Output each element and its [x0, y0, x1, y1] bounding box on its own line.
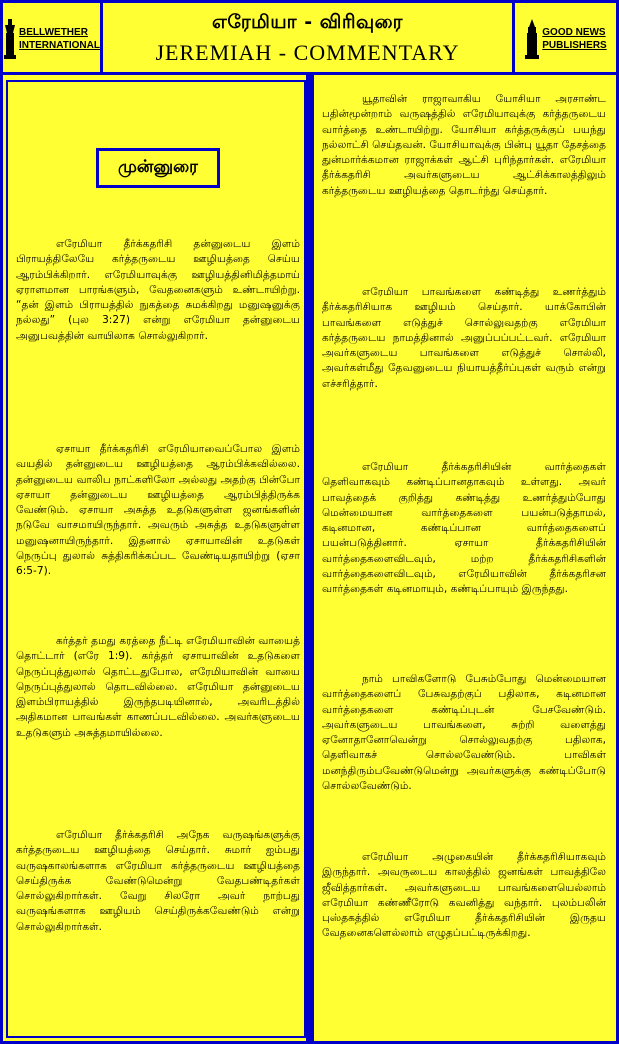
paragraph: எரேமியா அழுகையின் தீர்க்கதரிசியாகவும் இருந்தார். அவருடைய காலத்தில் ஜனங்கள் பாவத்திலே ஜீவித்தார்கள். அவர்களுடைய பாவங்களையெல்லாம் எரேமியா கண்ணீரோடு கவனித்து வந்தார். புலம்பலின் புஸ்தகத்தில் எரேமியா தீர்க்கதரிசியின் இருதய வேதனைகளெல்லாம் எழுதப்பட்டிருக்கிறது.	[322, 851, 606, 940]
header	[3, 3, 616, 75]
paragraph: எரேமியா தீர்க்கதரிசி அநேக வருஷங்களுக்கு கர்த்தருடைய ஊழியத்தை செய்தார். சுமார் ஐம்பது வருஷகாலங்களாக எரேமியா கர்த்தருடைய ஊழியத்தை செய்திருக்க வேண்டுமென்று வேதபண்டிதர்கள் சொல்லுகிறார்கள். வேறு சிலரோ அவர் நாற்பது வருஷங்களாக ஊழியம் செய்திருக்கவேண்டும் என்று சொல்லுகிறார்கள்.	[16, 829, 300, 933]
page-title	[103, 3, 512, 75]
left-column	[6, 80, 306, 1038]
column-divider	[306, 75, 314, 1044]
paragraph: எரேமியா பாவங்களை கண்டித்து உணர்த்தும் தீர்க்கதரிசியாக ஊழியம் செய்தார். யாக்கோபின் பாவங்களை எடுத்துச் சொல்லுவதற்கு எரேமியா கர்த்தருடைய நாமத்தினால் அனுப்பப்பட்டவர். எரேமியா அவர்களுடைய பாவங்களை எடுத்துச் சொல்லி, அவர்கள்மீது தேவனுடைய நியாயத்தீர்ப்புகள் வரும் என்று எச்சரித்தார்.	[322, 286, 606, 390]
bell-tower-icon	[3, 19, 17, 59]
title-tamil: எரேமியா - விரிவுரை	[212, 11, 403, 33]
logo-line-2: INTERNATIONAL	[19, 40, 100, 51]
section-heading	[96, 148, 220, 188]
paragraph: கர்த்தர் தமது கரத்தை நீட்டி எரேமியாவின் வாயைத் தொட்டார் (எரே 1:9). கர்த்தர் ஏசாயாவின் உதடுகளை நெருப்புத்துலால் தொட்டதுபோல, எரேமியாவின் வாயை நெருப்புத்துலால் தொடவில்லை. எரேமியா தன்னுடைய இளம்பிராயத்தில் இருந்தபடியினால், அவரிடத்தில் அதிகமான பாவங்கள் காணப்படவில்லை. அவர்களுடைய உதடுகளும் அசுத்தமாயில்லை.	[16, 635, 300, 739]
logo-line-1: GOOD NEWS	[542, 27, 606, 38]
paragraph: நாம் பாவிகளோடு பேசும்போது மென்மையான வார்த்தைகளைப் பேசுவதற்குப் பதிலாக, கடினமான வார்த்தைகளை கண்டிப்புடன் பேசவேண்டும். அவர்களுடைய பாவங்களை, சுற்றி வளைத்து ஏனோதானோவென்று சொல்லுவதற்கு பதிலாக, தெளிவாகச் சொல்லவேண்டும். பாவிகள் மனந்திரும்பவேண்டுமென்று அவர்களுக்கு கண்டிப்போடு சொல்லவேண்டும்.	[322, 673, 606, 793]
section-heading-text: முன்னுரை	[118, 157, 198, 177]
logo-line-1: BELLWETHER	[19, 27, 88, 38]
good-news-logo	[512, 3, 616, 75]
logo-line-2: PUBLISHERS	[542, 40, 607, 51]
paragraph: ஏசாயா தீர்க்கதரிசி எரேமியாவைப்போல இளம் வயதில் தன்னுடைய ஊழியத்தை ஆரம்பிக்கவில்லை. தன்னுடைய வாலிப நாட்களிலோ அல்லது அதற்கு பின்போ ஏசாயா தன்னுடைய ஊழியத்தை ஆரம்பித்திருக்க வேண்டும். ஏசாயா அசுத்த உதடுகளுள்ள ஜனங்களின் நடுவே வாசமாயிருந்தார். அவரும் அசுத்த உதடுகளுள்ள மனுஷனாயிருந்தார். இதனால் ஏசாயாவின் உதடுகள் நெருப்பு துலால் சுத்திகரிக்கப்பட வேண்டியதாயிற்று (ஏசா 6:5-7).	[16, 443, 300, 578]
title-english: JEREMIAH - COMMENTARY	[155, 40, 460, 65]
tower-icon	[524, 19, 540, 59]
paragraph: எரேமியா தீர்க்கதரிசியின் வார்த்தைகள் தெளிவாகவும் கண்டிப்பானதாகவும் உள்ளது. அவர் பாவத்தைக் குறித்து கண்டித்து உணர்த்தும்போது மென்மையான வார்த்தைகளை பயன்படுத்தாமல், கடினமான, கண்டிப்பான வார்த்தைகளைப் பயன்படுத்தினார். ஏசாயா தீர்க்கதரிசியின் வார்த்தைகளைவிடவும், மற்ற தீர்க்கதரிசிகளின் வார்த்தைகளைவிடவும், எரேமியாவின் தீர்க்கதரிசன வார்த்தைகள் கடினமாயும், கண்டிப்பாயும் இருந்தது.	[322, 461, 606, 596]
paragraph: எரேமியா தீர்க்கதரிசி தன்னுடைய இளம் பிராயத்திலேயே கர்த்தருடைய ஊழியத்தை செய்ய ஆரம்பிக்கிறார். எரேமியாவுக்கு ஊழியத்தினிமித்தமாய் ஏராளமான பாரங்களும், வேதனைகளும் உண்டாயிற்று. “தன் இளம் பிராயத்தில் நுகத்தை சுமக்கிறது மனுஷனுக்கு நல்லது” (புல 3:27) என்று எரேமியா தன்னுடைய அனுபவத்தின் வாயிலாக சொல்லுகிறார்.	[16, 238, 300, 342]
paragraph: யூதாவின் ராஜாவாகிய யோசியா அரசாண்ட பதின்மூன்றாம் வருஷத்தில் எரேமியாவுக்கு கர்த்தருடைய வார்த்தை உண்டாயிற்று. யோசியா கர்த்தருக்குப் பயந்து நல்லாட்சி செய்தவன். யோசியாவுக்கு பின்பு யூதா தேசத்தை துன்மார்க்கமான ராஜாக்கள் ஆட்சி புரிந்தார்கள். எரேமியா தீர்க்கதரிசி அவர்களுடைய ஆட்சிக்காலத்திலும் கர்த்தருடைய ஊழியத்தை தொடர்ந்து செய்தார்.	[322, 93, 606, 197]
bellwether-logo	[3, 3, 103, 75]
right-column	[314, 80, 614, 1038]
